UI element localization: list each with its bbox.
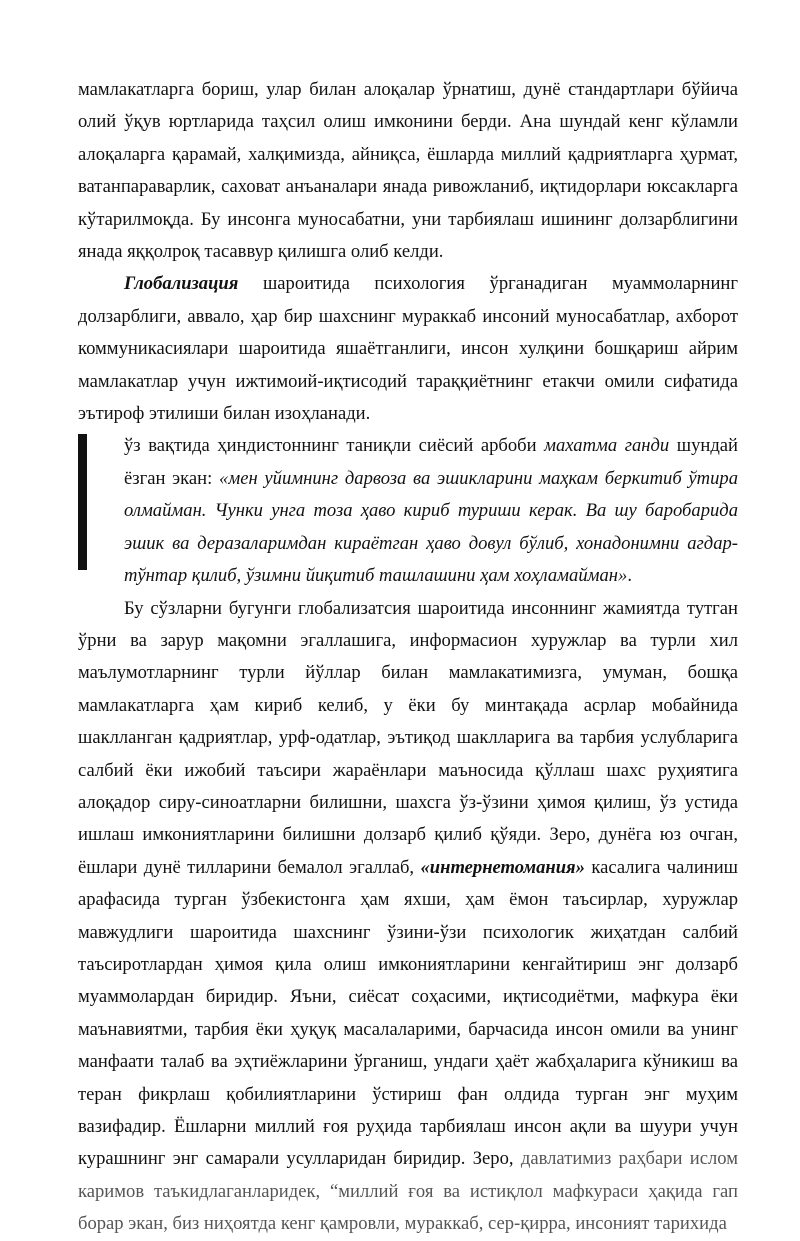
paragraph-1: мамлакатларга бориш, улар билан алоқалар ўрнатиш, дунё стандартлари бўйича олий ўқув юртларида таҳсил олиш имконини берди. Ана шундай кенг кўламли алоқаларга қарамай, халқимизда, айниқса, ёшларда миллий қадриятларга ҳурмат, ватанпараварлик, саховат анъаналари янада ривожланиб, иқтидорлари юксакларга кўтарилмоқда. Бу инсонга муносабатни, уни тарбиялаш ишининг долзарблигини янада яққолроқ тасаввур қилишга олиб келди. bbox=[78, 79, 738, 263]
quote-paragraph bbox=[124, 430, 738, 592]
quote-author: махатма ганди bbox=[544, 435, 670, 457]
quote-intro: ўз вақтида ҳиндистоннинг таниқли сиёсий арбоби bbox=[124, 435, 545, 457]
quote-text: «мен уйимнинг дарвоза ва эшикларини маҳкам беркитиб ўтира олмайман. Чунки унга тоза ҳаво кириб туриши керак. Ва шу баробарида эшик ва деразаларимдан кираётган ҳаво довул бўлиб, хонадонимни агдар-тўнтар қилиб, ўзимни йиқитиб ташлашини ҳам хоҳламайман» bbox=[124, 467, 739, 587]
quote-end: . bbox=[627, 565, 632, 587]
paragraph-3 bbox=[78, 593, 738, 1241]
paragraph-3-a: Бу сўзларни бугунги глобализатсия шароитида инсоннинг жамиятда тутган ўрни ва зарур мақомни эгаллашига, информасион хуружлар ва турли хил маълумотларнинг турли йўллар билан мамлакатимизга, умуман, бошқа мамлакатларга ҳам кириб келиб, у ёки бу минтақада асрлар мобайнида шаклланган қадриятлар, урф-одатлар, эътиқод шаклларига ва тарбия услубларига салбий ёки ижобий таъсири жараёнлари маъносида қўллаш шахс руҳиятига алоқадор сиру-синоатларни билишни, шахсга ўз-ўзини ҳимоя қилиш, ўз устида ишлаш имкониятларини билишни долзарб қилиб қўяди. Зеро, дунёга юз очган, ёшлари дунё тилларини бемалол эгаллаб, bbox=[78, 597, 738, 878]
paragraph-3-b: касалига чалиниш арафасида турган ўзбекистонга ҳам яхши, ҳам ёмон таъсирлар, хуружлар мавжудлиги шароитида шахснинг ўзини-ўзи психологик жиҳатдан салбий таъсиротлардан ҳимоя қила олиш имкониятларини кенгайтириш энг долзарб муаммолардан биридир. Яъни, сиёсат соҳасими, иқтисодиётми, мафкура ёки маънавиятми, тарбия ёки ҳуқуқ масалаларими, барчасида инсон омили ва унинг манфаати талаб ва эҳтиёжларини ўрганиш, ундаги ҳаёт жабҳаларига кўникиш ва теран фикрлаш қобилиятларини ўстириш фан олдида турган энг муҳим вазифадир. Ёшларни миллий ғоя руҳида тарбиялаш инсон ақли ва шуури учун курашнинг энг самарали усулларидан биридир. Зеро, bbox=[78, 856, 738, 1170]
paragraph-2-text: шароитида психология ўрганадиган муаммоларнинг долзарблиги, аввало, ҳар бир шахснинг мураккаб инсоний муносабатлар, ахборот коммуникасиялари шароитида яшаётганлиги, инсон хулқини бошқариш айрим мамлакатлар учун ижтимоий-иқтисодий тараққиётнинг етакчи омили сифатида эътироф этилиши билан изоҳланади. bbox=[78, 273, 738, 425]
quote-bar bbox=[78, 434, 87, 570]
document-page bbox=[78, 74, 738, 1241]
gandhi-quote-block bbox=[78, 430, 738, 592]
globalization-term: Глобализация bbox=[124, 273, 239, 295]
paragraph-2 bbox=[78, 268, 738, 430]
quote-mid: шундай ёзган экан: bbox=[124, 435, 738, 489]
internetomania-term: «интернетомания» bbox=[420, 856, 585, 878]
paragraph-3-gray: давлатимиз раҳбари ислом каримов таъкидлаганларидек, “миллий ғоя ва истиқлол мафкураси ҳақида гап борар экан, биз ниҳоятда кенг қамровли, мураккаб, сер-қирра, инсоният тарихида bbox=[78, 1148, 738, 1235]
